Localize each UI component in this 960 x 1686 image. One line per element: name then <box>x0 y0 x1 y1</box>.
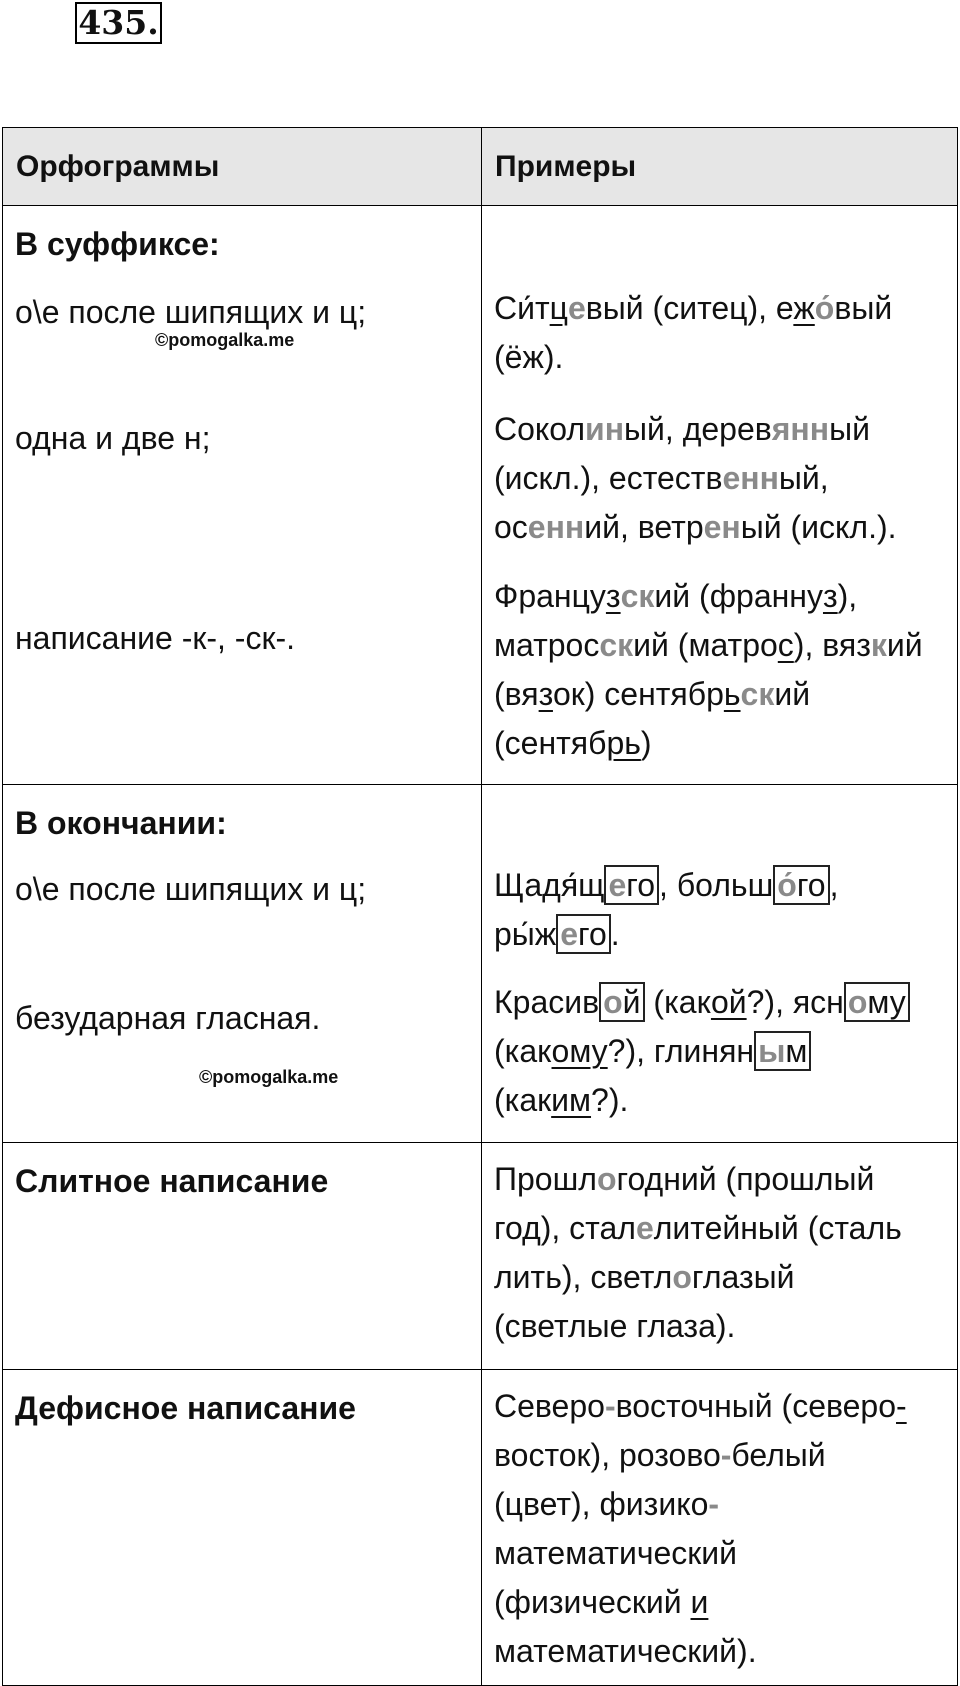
ending-rule-1: о\е после шипящих и ц; <box>15 871 367 907</box>
example-line: лить), светлоглазый <box>494 1259 795 1295</box>
suffix-example-2 <box>494 405 897 552</box>
table-header-row <box>3 128 958 206</box>
ending-examples-cell <box>482 785 958 1143</box>
hyphen-rules-cell <box>3 1370 482 1686</box>
example-line: Северо-восточный (северо- <box>494 1388 907 1424</box>
example-line: Соколиный, деревянный <box>494 411 870 447</box>
suffix-rule-1: о\е после шипящих и ц; <box>15 294 367 330</box>
example-line: (каким?). <box>494 1082 629 1118</box>
table-row-hyphen <box>3 1370 958 1686</box>
hyphen-examples-cell <box>482 1370 958 1686</box>
ending-example-2 <box>494 978 910 1125</box>
example-line: (какому?), глинян ым <box>494 1027 910 1076</box>
example-line: Прошлогодний (прошлый <box>494 1161 875 1197</box>
example-line: (искл.), естественный, <box>494 460 829 496</box>
example-line: (светлые глаза). <box>494 1308 736 1344</box>
ending-rule-2: безударная гласная. <box>15 1000 321 1036</box>
suffix-rule-2: одна и две н; <box>15 420 211 456</box>
watermark: ©pomogalka.me <box>155 330 295 350</box>
example-line: (ёж). <box>494 339 564 375</box>
header-orthograms: Орфограммы <box>3 128 482 206</box>
solid-title: Слитное написание <box>15 1163 329 1199</box>
table-row-suffix <box>3 206 958 785</box>
example-line: математический). <box>494 1633 757 1669</box>
example-line: (физический и <box>494 1584 709 1620</box>
example-line: математический <box>494 1535 738 1571</box>
example-line: год), сталелитейный (сталь <box>494 1210 902 1246</box>
example-line: Французский (франнуз), <box>494 578 858 614</box>
ending-title: В окончании: <box>15 805 227 841</box>
example-line: Си́тцевый (ситец), ежо́вый <box>494 290 893 326</box>
spelling-table <box>2 127 958 1686</box>
example-line: (сентябрь) <box>494 725 652 761</box>
example-line: матросский (матрос), вязкий <box>494 627 923 663</box>
ending-example-1 <box>494 861 838 959</box>
hyphen-example <box>494 1382 907 1676</box>
suffix-example-1 <box>494 284 892 382</box>
ending-rules-cell <box>3 785 482 1143</box>
table-row-solid <box>3 1143 958 1370</box>
watermark: ©pomogalka.me <box>199 1067 339 1087</box>
table-row-ending <box>3 785 958 1143</box>
example-line: (цвет), физико- <box>494 1486 720 1522</box>
suffix-examples-cell <box>482 206 958 785</box>
example-line: ры́ж его . <box>494 916 620 952</box>
solid-examples-cell <box>482 1143 958 1370</box>
suffix-rules-cell <box>3 206 482 785</box>
suffix-rule-3: написание -к-, -ск-. <box>15 620 295 656</box>
example-line: (вязок) сентябрьский <box>494 676 811 712</box>
suffix-title: В суффиксе: <box>15 226 220 262</box>
exercise-number: 435. <box>75 2 162 44</box>
solid-rules-cell <box>3 1143 482 1370</box>
suffix-example-3 <box>494 572 923 768</box>
header-examples: Примеры <box>482 128 958 206</box>
solid-example <box>494 1155 902 1351</box>
hyphen-title: Дефисное написание <box>15 1390 356 1426</box>
example-line: восток), розово-белый <box>494 1437 826 1473</box>
example-line: осенний, ветреный (искл.). <box>494 509 897 545</box>
example-line: Красив ой (какой?), ясн ому <box>494 978 910 1027</box>
example-line: Щадя́щ его , больш о́го , <box>494 867 839 903</box>
